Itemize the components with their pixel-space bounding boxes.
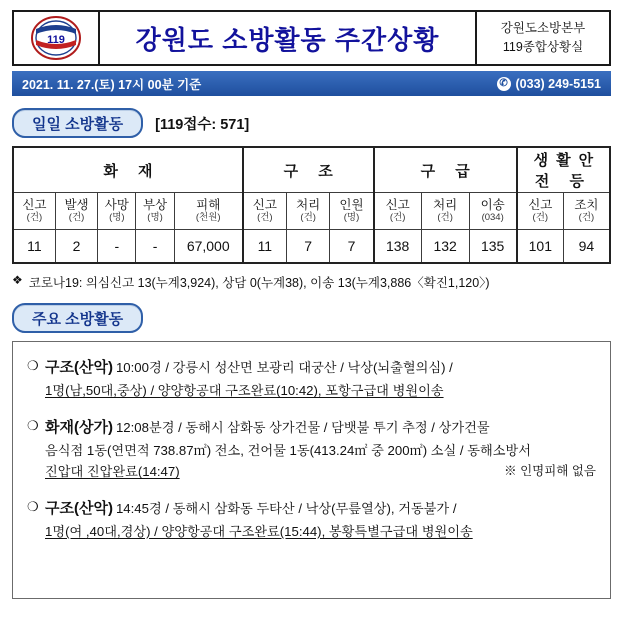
value-ems-report: 138	[374, 230, 422, 264]
sub-header-safety-action: 조치 (건)	[563, 193, 610, 230]
page-title: 강원도 소방활동 주간상황	[135, 24, 440, 55]
bullet-icon: ❍	[27, 498, 39, 514]
section-main-header	[12, 303, 611, 333]
entry-line-2: 음식점 1동(연면적 738.87㎡) 전소, 건어물 1동(413.24㎡ 중 200㎡) 소실 / 동해소방서	[45, 442, 531, 458]
table-row	[13, 230, 610, 264]
group-header-safety: 생활안전 등	[517, 147, 610, 193]
phone-icon: ✆	[497, 77, 511, 91]
group-header-ems: 구 급	[374, 147, 517, 193]
sub-header-rescue-handled: 처리 (건)	[286, 193, 330, 230]
status-bar	[12, 71, 611, 96]
bullet-icon: ❍	[27, 417, 39, 433]
entry-line-1: 10:00경 / 강릉시 성산면 보광리 대궁산 / 낙상(뇌출혈의심) /	[115, 360, 453, 375]
entry-line-3-wrap	[45, 461, 596, 482]
fire-service-emblem-icon	[30, 15, 82, 61]
value-fire-report: 11	[13, 230, 55, 264]
section-main-pill: 주요 소방활동	[12, 303, 143, 333]
entry-category: 화재(상가)	[45, 418, 113, 436]
table-sub-header-row	[13, 193, 610, 230]
section-daily-pill: 일일 소방활동	[12, 108, 143, 138]
organization-cell	[477, 12, 609, 64]
sub-header-fire-deaths: 사망 (명)	[98, 193, 136, 230]
section-daily-header	[12, 108, 611, 138]
bullet-icon: ❍	[27, 358, 39, 373]
entry-body	[45, 416, 596, 483]
sub-header-fire-report: 신고 (건)	[13, 193, 55, 230]
entry-body	[45, 497, 596, 543]
list-item	[27, 416, 596, 483]
value-rescue-handled: 7	[286, 230, 330, 264]
sub-header-rescue-report: 신고 (건)	[243, 193, 287, 230]
table-group-header-row	[13, 147, 610, 193]
value-fire-injuries: -	[136, 230, 174, 264]
note-mark-icon: ❖	[12, 273, 23, 287]
status-phone-number: (033) 249-5151	[515, 76, 601, 91]
list-item	[27, 356, 596, 402]
document-header	[12, 10, 611, 66]
sub-header-safety-report: 신고 (건)	[517, 193, 564, 230]
title-cell	[100, 12, 477, 64]
sub-header-fire-damage: 피해 (천원)	[174, 193, 243, 230]
sub-header-ems-handled: 처리 (건)	[421, 193, 469, 230]
value-safety-report: 101	[517, 230, 564, 264]
entry-line-1: 14:45경 / 동해시 삼화동 두타산 / 낙상(무릎열상), 거동불가 /	[115, 500, 457, 516]
emblem-cell	[14, 12, 100, 64]
entry-line-3: 진압대 진압완료(14:47)	[45, 464, 180, 480]
entry-category: 구조(산악)	[45, 359, 113, 376]
org-line-2: 119종합상황실	[502, 40, 584, 54]
value-ems-handled: 132	[421, 230, 469, 264]
sub-header-ems-transport: 이송 (034)	[469, 193, 517, 230]
sub-header-fire-injuries: 부상 (명)	[136, 193, 174, 230]
value-rescue-report: 11	[243, 230, 287, 264]
sub-header-rescue-persons: 인원 (명)	[330, 193, 374, 230]
entry-line-2: 1명(여 ,40대,경상) / 양양항공대 구조완료(15:44), 봉황특별구급대 병원이송	[45, 524, 473, 540]
org-line-1: 강원도소방본부	[500, 20, 586, 35]
corona-note	[12, 273, 611, 291]
svg-text:119: 119	[47, 34, 65, 46]
status-contact	[497, 77, 601, 91]
sub-header-fire-occurrence: 발생 (건)	[55, 193, 97, 230]
value-fire-damage: 67,000	[174, 230, 243, 264]
daily-stats-table	[12, 146, 611, 264]
entry-category: 구조(산악)	[45, 499, 113, 517]
entry-line-2: 1명(남,50대,중상) / 양양항공대 구조완료(10:42), 포항구급대 병원이송	[45, 383, 444, 399]
value-fire-deaths: -	[98, 230, 136, 264]
entry-note: ※ 인명피해 없음	[504, 464, 596, 479]
sub-header-ems-report: 신고 (건)	[374, 193, 422, 230]
entry-line-1: 12:08분경 / 동해시 삼화동 상가건물 / 담뱃불 투기 추정 / 상가건물	[115, 419, 490, 435]
main-activity-box	[12, 341, 611, 599]
section-daily-note: [119접수: 571]	[155, 116, 250, 133]
group-header-fire: 화 재	[13, 147, 243, 193]
entry-body	[45, 356, 596, 402]
value-safety-action: 94	[563, 230, 610, 264]
value-ems-transport: 135	[469, 230, 517, 264]
group-header-rescue: 구 조	[243, 147, 374, 193]
value-fire-occurrence: 2	[55, 230, 97, 264]
status-datetime: 2021. 11. 27.(토) 17시 00분 기준	[22, 77, 202, 92]
list-item	[27, 497, 596, 543]
corona-note-text: 코로나19: 의심신고 13(누계3,924), 상담 0(누계38), 이송 13(누계3,886〈확진1,120〉)	[28, 276, 490, 290]
value-rescue-persons: 7	[330, 230, 374, 264]
